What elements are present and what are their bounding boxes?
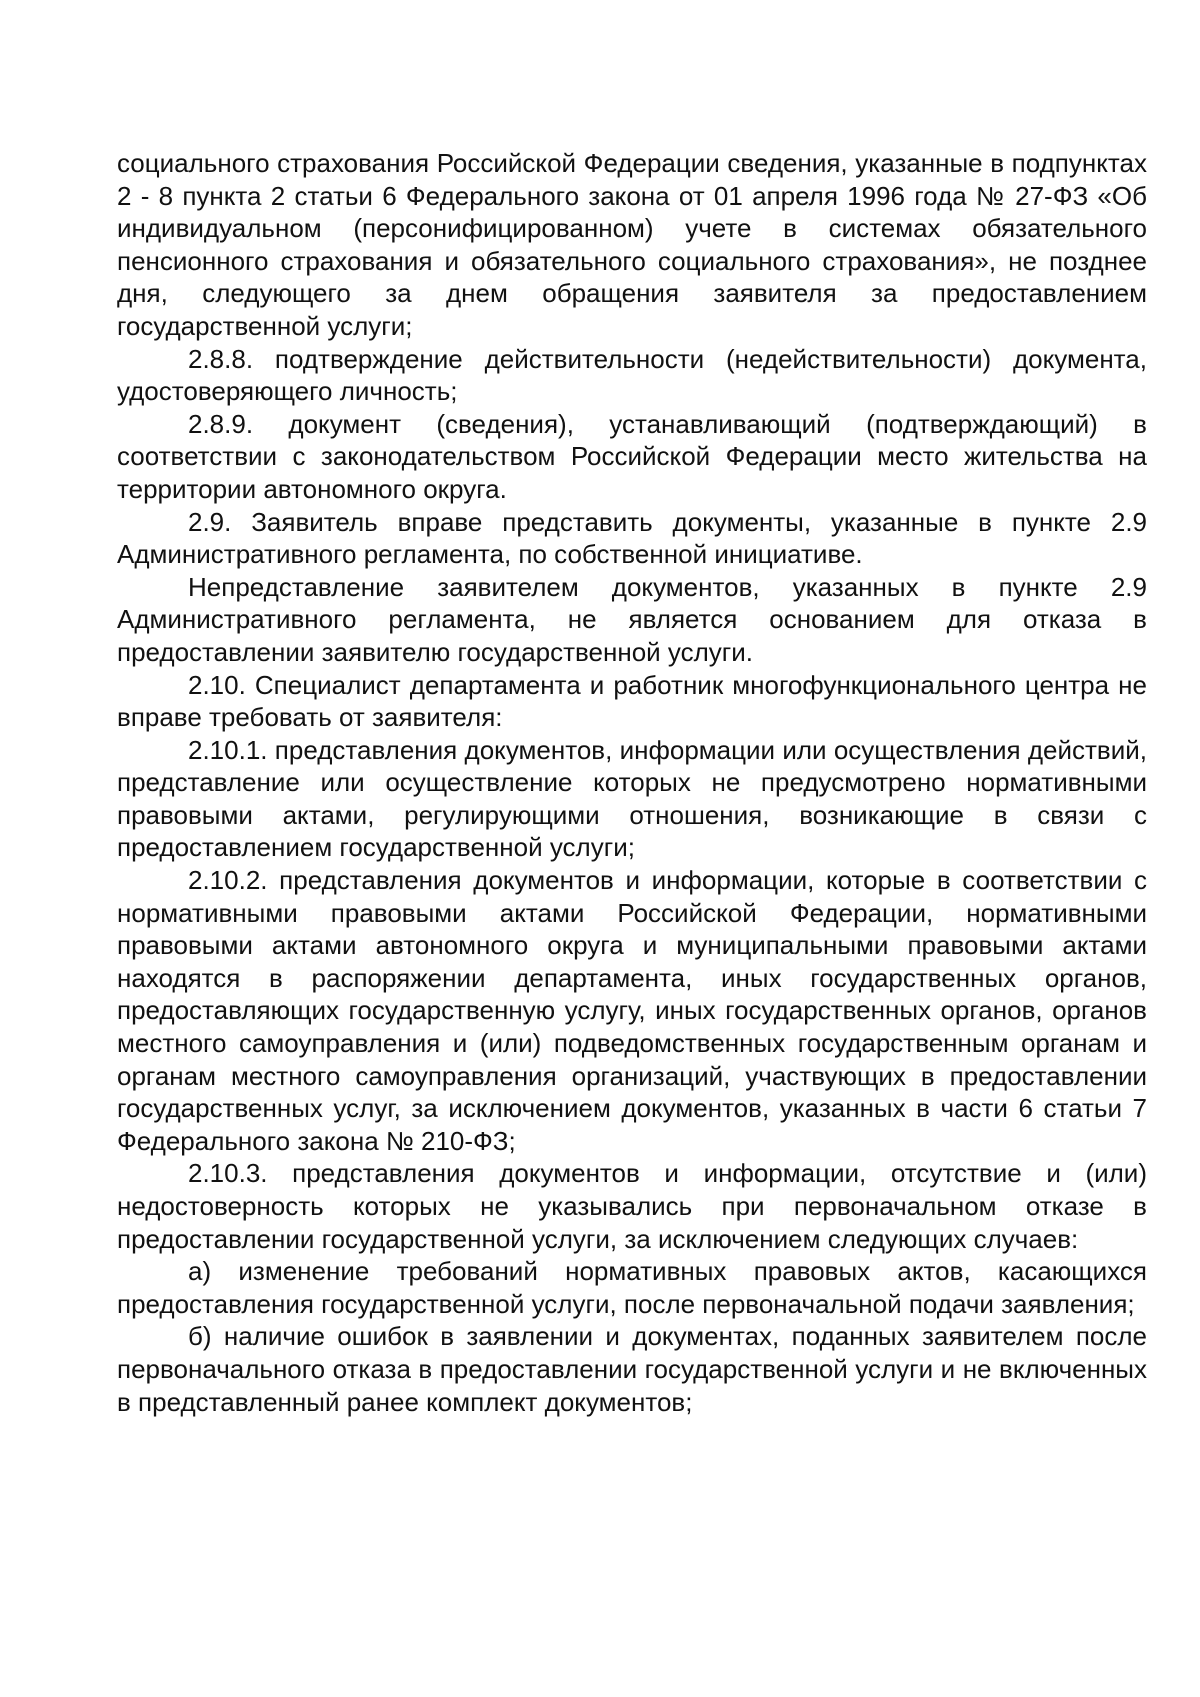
paragraph-2-10-2: 2.10.2. представления документов и информации, которые в соответствии с нормативными правовыми актами Российской Федерации, нормативными правовыми актами автономного округа и муниципальными правовыми актами находятся в распоряжении департамента, иных государственных органов, предоставляющих государственную услугу, иных государственных органов, органов местного самоуправления и (или) подведомственных государственным органам и органам местного самоуправления организаций, участвующих в предоставлении государственных услуг, за исключением документов, указанных в части 6 статьи 7 Федерального закона № 210-ФЗ;: [117, 865, 1147, 1156]
paragraph-non-submission: Непредставление заявителем документов, указанных в пункте 2.9 Административного регламента, не является основанием для отказа в предоставлении заявителю государственной услуги.: [117, 571, 1147, 667]
paragraph-2-8-8: 2.8.8. подтверждение действительности (недействительности) документа, удостоверяющего личность;: [117, 343, 1147, 407]
paragraph-2-8-9: 2.8.9. документ (сведения), устанавливающий (подтверждающий) в соответствии с законодательством Российской Федерации место жительства на территории автономного округа.: [117, 408, 1147, 504]
paragraph-2-10-3: 2.10.3. представления документов и информации, отсутствие и (или) недостоверность которых не указывались при первоначальном отказе в предоставлении государственной услуги, за исключением следующих случаев:: [117, 1158, 1147, 1254]
paragraph-2-10: 2.10. Специалист департамента и работник многофункционального центра не вправе требовать от заявителя:: [117, 669, 1147, 733]
paragraph-continuation: социального страхования Российской Федерации сведения, указанные в подпунктах 2 - 8 пункта 2 статьи 6 Федерального закона от 01 апреля 1996 года № 27-ФЗ «Об индивидуальном (персонифицированном) учете в системах обязательного пенсионного страхования и обязательного социального страхования», не позднее дня, следующего за днем обращения заявителя за предоставлением государственной услуги;: [117, 148, 1147, 341]
paragraph-2-9: 2.9. Заявитель вправе представить документы, указанные в пункте 2.9 Административного регламента, по собственной инициативе.: [117, 506, 1147, 570]
paragraph-item-b: б) наличие ошибок в заявлении и документах, поданных заявителем после первоначального отказа в предоставлении государственной услуги и не включенных в представленный ранее комплект документов;: [117, 1321, 1147, 1417]
paragraph-2-10-1: 2.10.1. представления документов, информации или осуществления действий, представление или осуществление которых не предусмотрено нормативными правовыми актами, регулирующими отношения, возникающие в связи с предоставлением государственной услуги;: [117, 734, 1147, 863]
paragraph-item-a: а) изменение требований нормативных правовых актов, касающихся предоставления государственной услуги, после первоначальной подачи заявления;: [117, 1256, 1147, 1319]
document-page: [117, 147, 1147, 1418]
